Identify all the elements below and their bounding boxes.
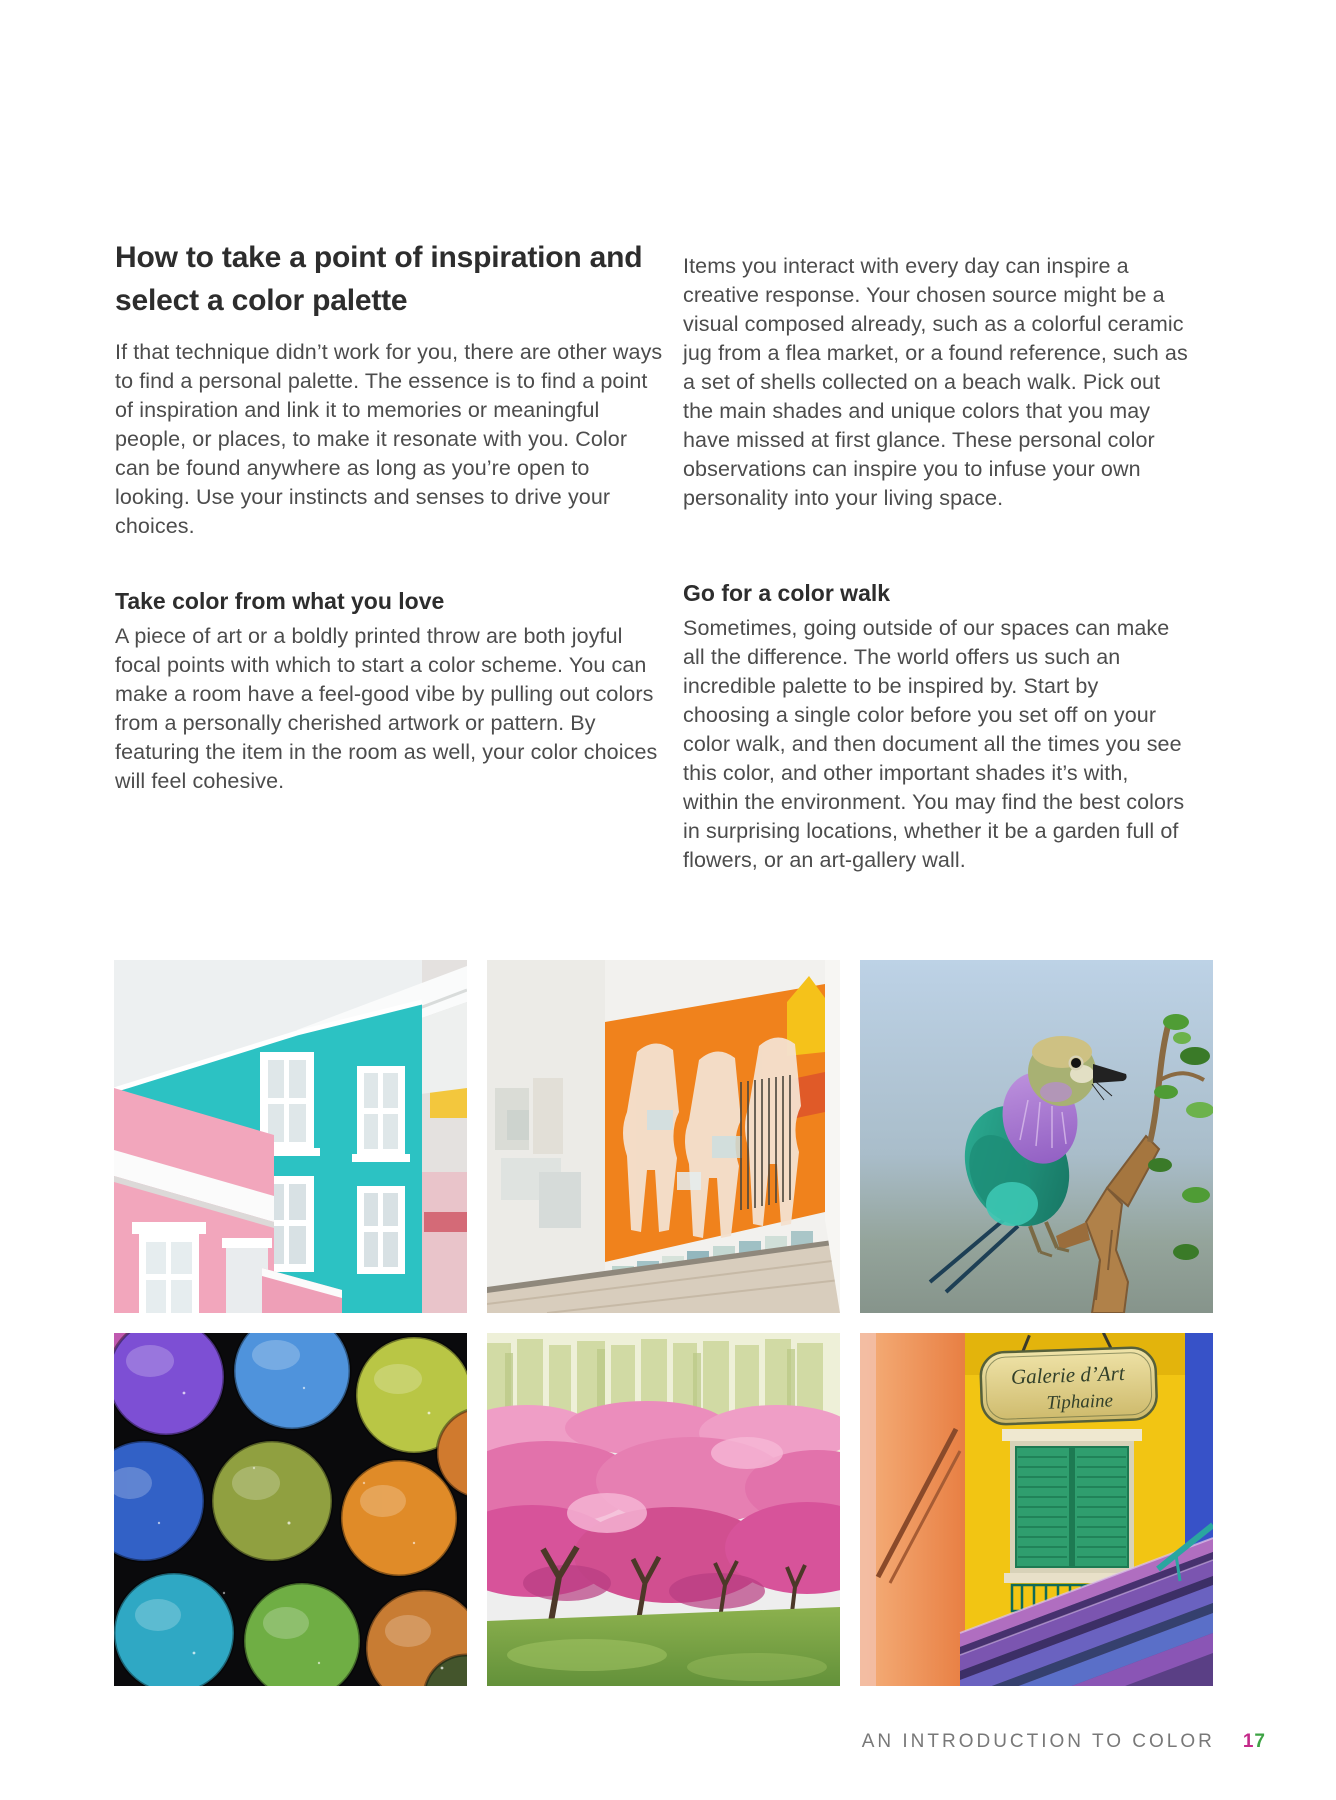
orchard-illustration <box>487 1333 840 1686</box>
photo-grid <box>114 960 1213 1686</box>
page-number-digit-1: 1 <box>1242 1731 1255 1752</box>
left-text-column <box>115 236 663 796</box>
left-intro-paragraph: If that technique didn’t work for you, there are other ways to find a personal palette. The essence is to find a point of inspiration and link it to memories or meaningful people, or places, to make it resonate with you. Color can be found anywhere as long as you’re open to looking. Use your instincts and senses to drive your choices. <box>115 340 663 538</box>
page-number-digit-7: 7 <box>1254 1731 1266 1752</box>
page-title: How to take a point of inspiration and select a color palette <box>115 241 643 317</box>
blossom-canopy <box>487 1401 840 1609</box>
page-number <box>1243 1731 1266 1753</box>
subheading-take-color-from-what-you-love: Take color from what you love <box>115 588 445 614</box>
pink-house-window <box>132 1222 206 1313</box>
left-section-paragraph: A piece of art or a boldly printed throw are both joyful focal points with which to start a color scheme. You can make a room have a feel-good vibe by pulling out colors from a personally cherished artwork or pattern. By featuring the item in the room as well, your color choices will feel cohesive. <box>115 624 658 793</box>
bird-illustration <box>860 960 1213 1313</box>
eyeshadow-illustration <box>114 1333 467 1686</box>
right-text-column <box>683 252 1188 875</box>
gallery-sign-line1: Galerie d’Art <box>1010 1360 1126 1389</box>
photo-blossom-orchard <box>487 1333 840 1686</box>
photo-gallery-orange-artwork <box>487 960 840 1313</box>
gallery-artwork-illustration <box>487 960 840 1313</box>
subheading-go-for-a-color-walk: Go for a color walk <box>683 580 891 606</box>
gallery-sign-line2: Tiphaine <box>1046 1390 1114 1414</box>
page-footer <box>0 1731 1266 1753</box>
photo-colorful-houses <box>114 960 467 1313</box>
running-footer-title: AN INTRODUCTION TO COLOR <box>861 1731 1215 1752</box>
photo-eyeshadow-palette <box>114 1333 467 1686</box>
photo-lilac-breasted-roller <box>860 960 1213 1313</box>
colorful-houses-illustration <box>114 960 467 1313</box>
gallery-entrance-illustration <box>860 1333 1213 1686</box>
right-section-paragraph: Sometimes, going outside of our spaces can make all the difference. The world offers us such an incredible palette to be inspired by. Start by choosing a single color before you set off on your color walk, and then document all the times you see this color, and other important shades it’s with, within the environment. You may find the best colors in surprising locations, whether it be a garden full of flowers, or an art-gallery wall. <box>683 616 1185 872</box>
right-intro-paragraph: Items you interact with every day can inspire a creative response. Your chosen source might be a visual composed already, such as a colorful ceramic jug from a flea market, or a found reference, such as a set of shells collected on a beach walk. Pick out the main shades and unique colors that you may have missed at first glance. These personal color observations can inspire you to infuse your own personality into your living space. <box>683 254 1188 510</box>
photo-gallery-entrance <box>860 1333 1213 1686</box>
